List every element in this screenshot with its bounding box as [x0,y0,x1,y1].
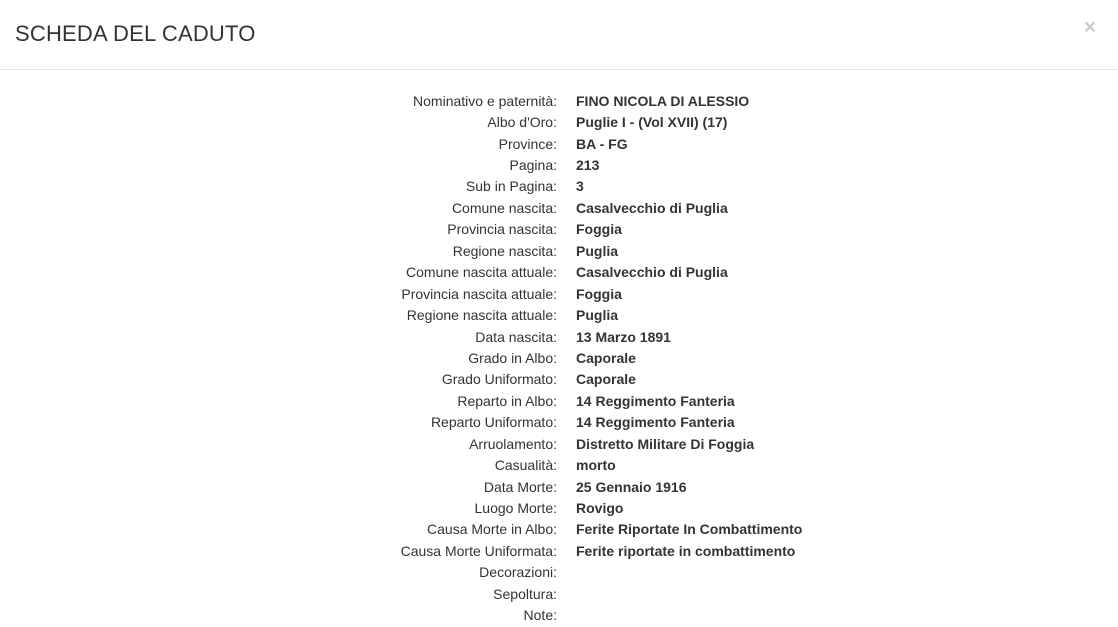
detail-row [0,326,1118,347]
field-value: 3 [576,178,584,195]
detail-row [0,454,1118,475]
field-label: Note: [523,607,557,624]
detail-row [0,304,1118,325]
field-value: Caporale [576,349,636,366]
field-label: Province: [498,135,557,152]
field-label: Decorazioni: [479,564,557,581]
field-label: Pagina: [509,157,557,174]
detail-row [0,111,1118,132]
field-label: Data Morte: [483,478,557,495]
field-value: Foggia [576,285,622,302]
field-label: Arruolamento: [469,435,557,452]
field-value: Puglia [576,242,619,259]
field-value: FINO NICOLA DI ALESSIO [576,92,750,109]
detail-row [0,176,1118,197]
field-value: 14 Reggimento Fanteria [576,414,735,431]
detail-row [0,519,1118,540]
field-value: BA - FG [576,135,628,152]
detail-row [0,219,1118,240]
field-value: Rovigo [576,500,624,517]
field-label: Regione nascita attuale: [406,307,557,324]
field-label: Data nascita: [475,328,557,345]
field-label: Causa Morte Uniformata: [400,542,557,559]
field-value: Ferite Riportate In Combattimento [576,521,803,538]
detail-row [0,154,1118,175]
detail-row [0,262,1118,283]
field-label: Reparto in Albo: [457,392,557,409]
detail-row [0,497,1118,518]
field-label: Sepoltura: [493,585,557,602]
field-value: 25 Gennaio 1916 [576,478,687,495]
field-value: morto [576,457,616,474]
field-value: Ferite riportate in combattimento [576,542,796,559]
detail-row [0,433,1118,454]
field-label: Albo d'Oro: [487,114,557,131]
detail-row [0,562,1118,583]
detail-row [0,390,1118,411]
detail-row [0,412,1118,433]
field-value: Caporale [576,371,636,388]
detail-row [0,583,1118,604]
detail-row [0,197,1118,218]
field-label: Reparto Uniformato: [430,414,557,431]
field-label: Casualità: [494,457,557,474]
modal-title: SCHEDA DEL CADUTO [15,21,256,46]
field-label: Comune nascita: [451,199,557,216]
detail-row [0,476,1118,497]
detail-row [0,347,1118,368]
modal-body [0,70,1118,626]
field-value: 14 Reggimento Fanteria [576,392,735,409]
detail-row [0,540,1118,561]
detail-list [0,90,1118,626]
field-label: Causa Morte in Albo: [427,521,557,538]
field-value: Distretto Militare Di Foggia [576,435,755,452]
close-icon[interactable]: × [1080,16,1100,40]
detail-row [0,369,1118,390]
field-label: Comune nascita attuale: [406,264,557,281]
field-value: Foggia [576,221,622,238]
detail-row [0,90,1118,111]
field-value: Casalvecchio di Puglia [576,199,728,216]
field-value: Casalvecchio di Puglia [576,264,728,281]
field-value: Puglie I - (Vol XVII) (17) [576,114,728,131]
field-label: Luogo Morte: [474,500,557,517]
field-label: Grado Uniformato: [441,371,557,388]
field-label: Regione nascita: [452,242,557,259]
detail-row [0,605,1118,626]
field-label: Sub in Pagina: [465,178,557,195]
field-value: 213 [576,157,600,174]
field-value: Puglia [576,307,619,324]
field-label: Provincia nascita attuale: [401,285,557,302]
field-value: 13 Marzo 1891 [576,328,671,345]
detail-row [0,133,1118,154]
modal-header [0,0,1118,70]
field-label: Nominativo e paternità: [413,92,557,109]
field-label: Grado in Albo: [468,349,557,366]
field-label: Provincia nascita: [447,221,557,238]
detail-row [0,240,1118,261]
detail-row [0,283,1118,304]
